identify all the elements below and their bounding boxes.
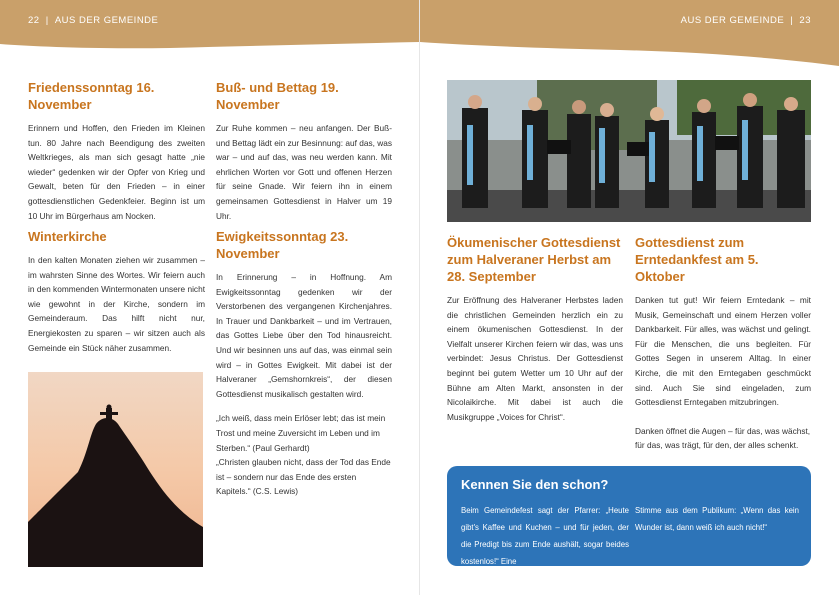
choir-performance-photo bbox=[447, 80, 811, 222]
article-closing: Danken öffnet die Augen – für das, was wächst, für das, was trägt, für den, der alles schenkt. bbox=[635, 425, 811, 451]
header-separator: | bbox=[790, 15, 794, 26]
header-band-right bbox=[420, 0, 839, 66]
infobox-text-left: Beim Gemeindefest sagt der Pfarrer: „Heute gibt's Kaffee und Kuchen – und für jeden, der die Predigt bis zum Ende aushält, sogar beides kostenlos!“ Eine bbox=[461, 506, 629, 566]
joke-infobox bbox=[447, 466, 811, 566]
header-right bbox=[681, 15, 811, 26]
article-body: Danken tut gut! Wir feiern Erntedank – mit Musik, Gemeinschaft und einem Herzen voller Dankbarkeit. Für alles, was wächst und gelingt. Für die Menschen, die uns begleiten. Für Gottes Segen in unserem Alltag. In einer Kirche, die mit den Erntegaben geschmückt sind. Auch Sie sind eingeladen, zum Gottesdienst Erntegaben mitzubringen. bbox=[635, 295, 811, 408]
article-title: Buß- und Bettag 19. November bbox=[216, 80, 339, 112]
article-title: Winterkirche bbox=[28, 229, 107, 244]
infobox-title: Kennen Sie den schon? bbox=[461, 477, 609, 492]
left-page-number: 22 bbox=[28, 15, 40, 26]
header-separator: | bbox=[45, 15, 49, 26]
right-section-title: AUS DER GEMEINDE bbox=[680, 15, 785, 26]
article-title: Gottesdienst zum Erntedankfest am 5. Oktober bbox=[635, 235, 759, 284]
article-title: Ökumenischer Gottesdienst zum Halveraner Herbst am 28. September bbox=[447, 235, 621, 284]
article-body: Zur Ruhe kommen – neu anfangen. Der Buß- und Bettag lädt ein zur Besinnung: auf das, was war – und auf das, was neu werden kann. Mit ehrlichen Worten vor Gott und offenen Herzen für seine Gnade. Wir feiern ihn in einem gemeinsamen Gottesdienst in Halver um 19 Uhr. bbox=[216, 123, 392, 221]
article-winterkirche bbox=[28, 228, 205, 355]
christ-statue-sunset-photo bbox=[28, 372, 203, 567]
left-section-title: AUS DER GEMEINDE bbox=[54, 15, 159, 26]
article-friedenssonntag bbox=[28, 79, 205, 223]
page-gutter bbox=[419, 0, 420, 595]
article-body: In Erinnerung – in Hoffnung. Am Ewigkeitssonntag gedenken wir der Verstorbenen des vergangenen Kirchenjahres. In Trauer und Dankbarkeit – und im Vertrauen, das Gottes Liebe über den Tod hinausreicht. Und wir besinnen uns auf das, was einmal sein wird – in Gottes Ewigkeit. Mit dabei ist der Halveraner „Gemshornkreis“, der diesen Gottesdienst musikalisch gestalten wird. bbox=[216, 272, 392, 399]
article-oekumenisch bbox=[447, 234, 623, 424]
article-body: Erinnern und Hoffen, den Frieden im Kleinen tun. 80 Jahre nach Beendigung des zweiten Weltkrieges, als man sich gesagt hatte „nie wieder“ gedenken wir der Opfer von Krieg und Gewalt, beten für den Frieden – in einer gottesdienstlichen Gedenkfeier. Beginn ist um 10 Uhr im Bürgerhaus am Nocken. bbox=[28, 123, 205, 221]
article-busstag bbox=[216, 79, 392, 223]
infobox-text-right: Stimme aus dem Publikum: „Wenn das kein Wunder ist, dann weiß ich auch nicht!“ bbox=[635, 506, 799, 532]
header-left bbox=[28, 15, 158, 26]
right-page-number: 23 bbox=[799, 15, 811, 26]
article-title: Ewigkeitssonntag 23. November bbox=[216, 229, 349, 261]
article-ewigkeitssonntag bbox=[216, 228, 392, 499]
article-body: Zur Eröffnung des Halveraner Herbstes laden die christlichen Gemeinden herzlich ein zu einem ökumenischen Gottesdienst. In der Vielfalt unserer Kirchen feiern wir das, was uns verbindet: Jesus Christus. Der Gottesdienst beginnt bei gutem Wetter um 10 Uhr auf der Bühne am Alten Markt, ansonsten in der Nicolaikirche. Mit dabei ist auch die Musikgruppe „Voices for Christ“. bbox=[447, 295, 623, 422]
article-title: Friedenssonntag 16. November bbox=[28, 80, 155, 112]
article-body: In den kalten Monaten ziehen wir zusammen – im wahrsten Sinne des Wortes. Wir feiern auch in den kommenden Wintermonaten unsere nicht wie gewohnt in der Kirche, sondern im Gemeinderaum. Das hilft nicht nur, Energiekosten zu sparen – wir sitzen auch als Gemeinde ein Stück näher zusammen. bbox=[28, 255, 205, 353]
quote-lewis: „Christen glauben nicht, dass der Tod das Ende ist – sondern nur das Ende des ersten Kapitels.“ (C.S. Lewis) bbox=[216, 457, 391, 497]
quote-gerhardt: „Ich weiß, dass mein Erlöser lebt; das ist mein Trost und meine Zuversicht im Leben und im Sterben.“ (Paul Gerhardt) bbox=[216, 413, 386, 453]
article-erntedank bbox=[635, 234, 811, 453]
